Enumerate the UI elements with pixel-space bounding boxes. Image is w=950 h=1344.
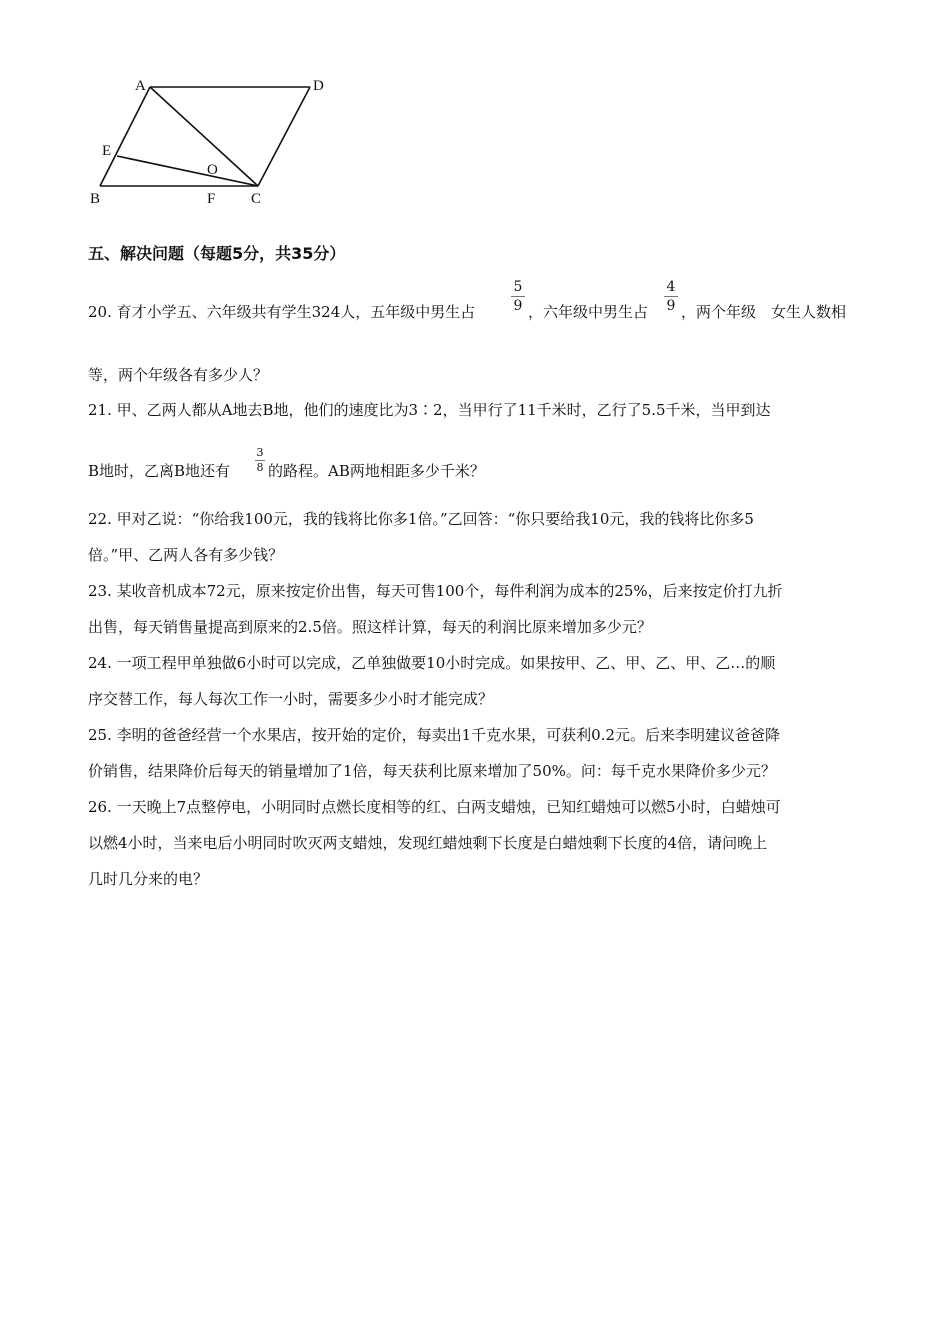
q26-line1: 26. 一天晚上7点整停电，小明同时点燃长度相等的红、白两支蜡烛，已知红蜡烛可以燃5小时，白蜡烛可 xyxy=(88,798,781,816)
q20-frac2-den: 9 xyxy=(666,298,676,314)
fraction-bar xyxy=(664,296,678,297)
q21-line1: 21. 甲、乙两人都从A地去B地，他们的速度比为3∶2，当甲行了11千米时，乙行了5.5千米，当甲到达 xyxy=(88,401,771,419)
q20-line2: 等，两个年级各有多少人？ xyxy=(88,366,269,384)
q20-part3: ，两个年级 女生人数相 xyxy=(681,303,847,321)
side-ab xyxy=(100,87,150,186)
q25-line1: 25. 李明的爸爸经营一个水果店，按开始的定价，每卖出1千克水果，可获利0.2元。后来李明建议爸爸降 xyxy=(88,726,781,744)
q22-line1: 22. 甲对乙说：“你给我100元，我的钱将比你多1倍。”乙回答：“你只要给我10元，我的钱将比你多5 xyxy=(88,510,754,528)
q22-line2: 倍。”甲、乙两人各有多少钱？ xyxy=(88,546,284,564)
label-f: F xyxy=(207,191,216,207)
q21-part1: B地时，乙离B地还有 xyxy=(88,462,231,480)
section-title: 五、解决问题（每题5分，共35分） xyxy=(88,244,346,263)
parallelogram-figure xyxy=(80,70,340,215)
q24-line1: 24. 一项工程甲单独做6小时可以完成，乙单独做要10小时完成。如果按甲、乙、甲、乙、甲、乙…的顺 xyxy=(88,654,776,672)
q26-line2: 以燃4小时，当来电后小明同时吹灭两支蜡烛，发现红蜡烛剩下长度是白蜡烛剩下长度的4倍，请问晚上 xyxy=(88,834,768,852)
fraction-bar xyxy=(511,296,525,297)
label-d: D xyxy=(313,78,324,94)
figure-lines xyxy=(100,87,310,186)
label-e: E xyxy=(102,143,112,159)
q20-frac1-num: 5 xyxy=(513,279,523,295)
q26-line3: 几时几分来的电？ xyxy=(88,870,209,888)
q20-frac1-den: 9 xyxy=(513,298,523,314)
q20-part2: ，六年级中男生占 xyxy=(528,303,649,321)
q25-line2: 价销售，结果降价后每天的销量增加了1倍，每天获利比原来增加了50%。问：每千克水果降价多少元？ xyxy=(88,762,776,780)
diagonal-ac xyxy=(150,87,258,186)
q21-fraction xyxy=(255,447,265,474)
segment-ec xyxy=(117,156,258,186)
label-c: C xyxy=(251,191,262,207)
label-b: B xyxy=(90,191,101,207)
q20-part1: 20. 育才小学五、六年级共有学生324人，五年级中男生占 xyxy=(88,303,476,321)
q23-line1: 23. 某收音机成本72元，原来按定价出售，每天可售100个，每件利润为成本的25%，后来按定价打九折 xyxy=(88,582,783,600)
label-o: O xyxy=(207,162,218,178)
q21-frac-num: 3 xyxy=(256,446,264,459)
q24-line2: 序交替工作，每人每次工作一小时，需要多少小时才能完成？ xyxy=(88,690,494,708)
side-dc xyxy=(258,87,310,186)
q20-frac2-num: 4 xyxy=(666,279,676,295)
q21-frac-den: 8 xyxy=(256,461,264,474)
q23-line2: 出售，每天销售量提高到原来的2.5倍。照这样计算，每天的利润比原来增加多少元？ xyxy=(88,618,652,636)
q20-fraction-1 xyxy=(511,279,525,314)
label-a: A xyxy=(135,78,146,94)
q20-fraction-2 xyxy=(664,279,678,314)
q21-part2: 的路程。AB两地相距多少千米？ xyxy=(268,462,485,480)
